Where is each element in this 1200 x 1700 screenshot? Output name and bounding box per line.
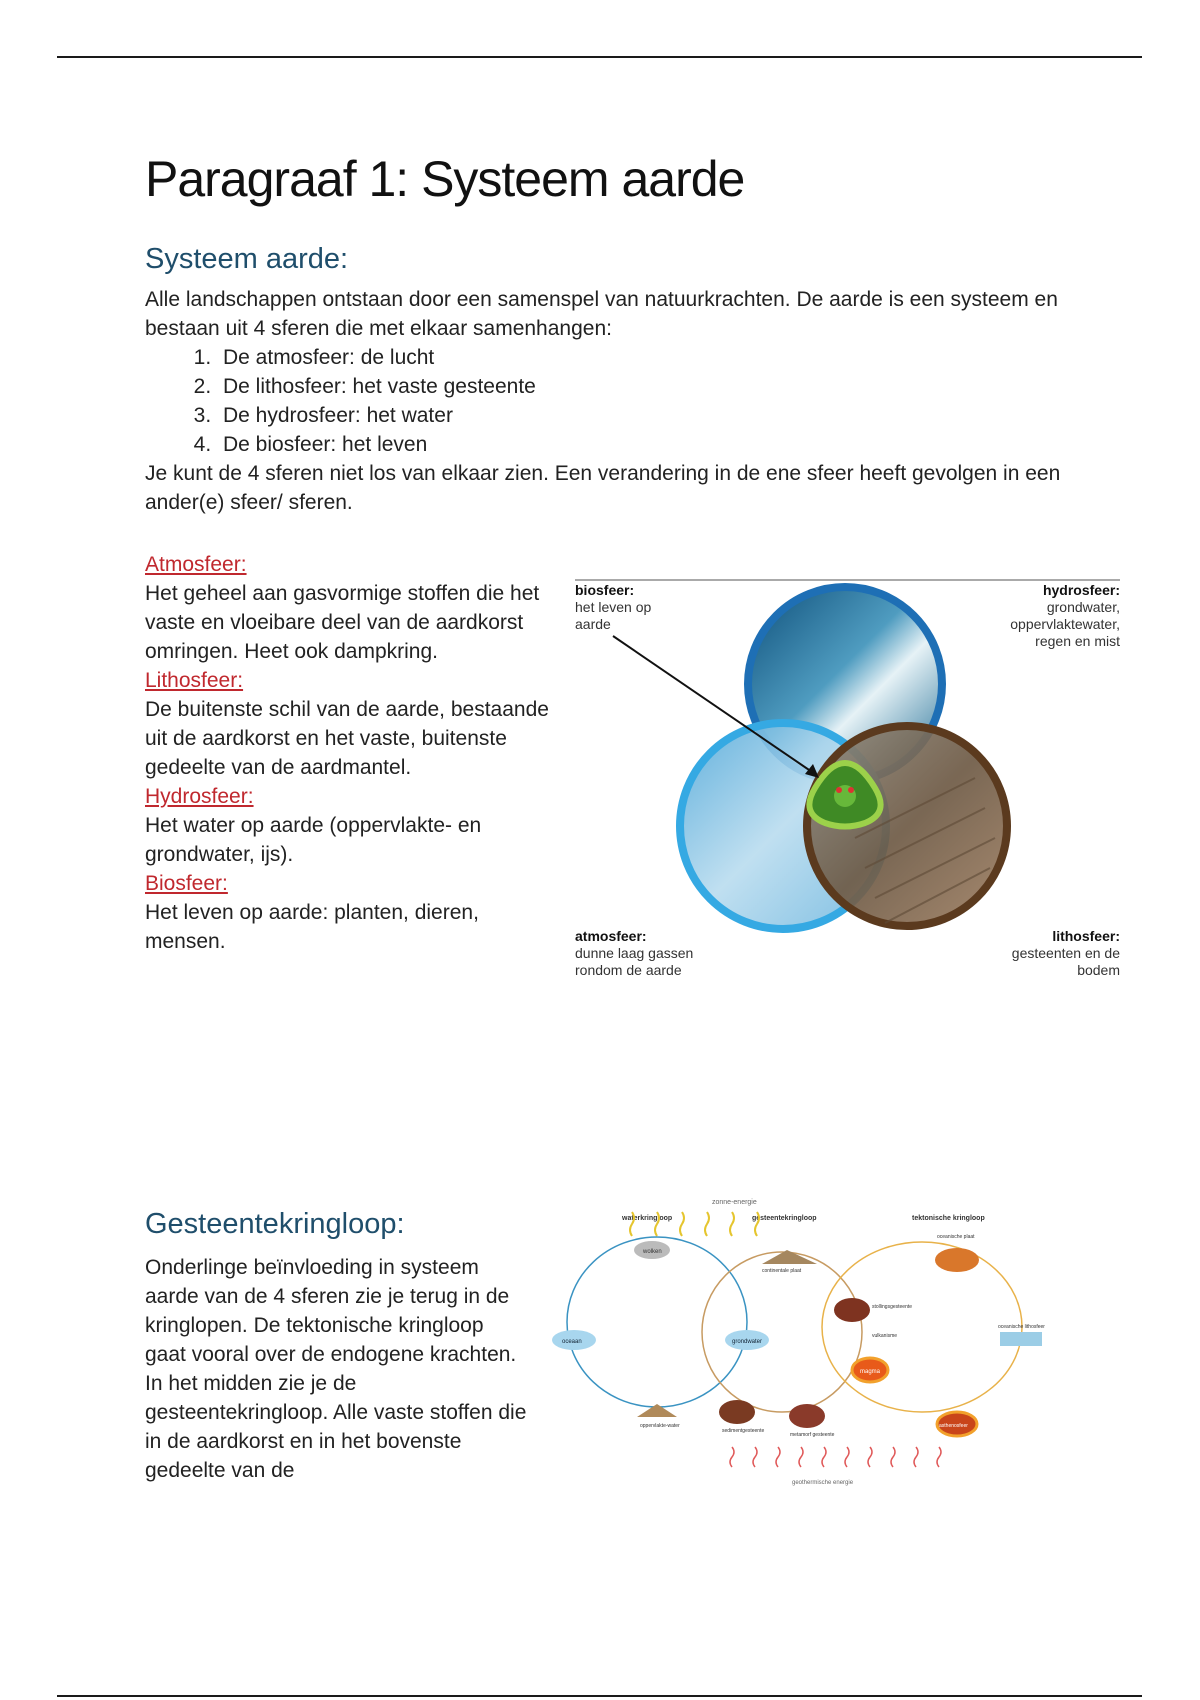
heat-waves	[730, 1447, 941, 1467]
oceanic-plate-node	[935, 1248, 979, 1272]
definition-lithosfeer: De buitenste schil van de aarde, bestaande uit de aardkorst en het vaste, buitenste gedeelte van de aardmantel.	[145, 698, 549, 779]
svg-text:oceanische plaat: oceanische plaat	[937, 1234, 975, 1240]
svg-text:magma: magma	[860, 1369, 881, 1375]
svg-text:oppervlakte-water: oppervlakte-water	[640, 1423, 680, 1429]
list-item: 4. De biosfeer: het leven	[217, 430, 1075, 459]
list-item: 3. De hydrosfeer: het water	[217, 401, 1075, 430]
bottom-label: geothermische energie	[792, 1480, 854, 1486]
list-item: 1. De atmosfeer: de lucht	[217, 343, 1075, 372]
section-heading-systeem-aarde: Systeem aarde:	[145, 243, 349, 275]
cycle-label: gesteentekringloop	[752, 1215, 817, 1222]
header-rule	[57, 56, 1142, 58]
svg-text:metamorf gesteente: metamorf gesteente	[790, 1432, 835, 1438]
oceanic-lithosphere-node	[1000, 1332, 1042, 1346]
svg-text:oceaan: oceaan	[562, 1339, 582, 1345]
section-heading-gesteentekringloop: Gesteentekringloop:	[145, 1208, 405, 1240]
term-definitions	[145, 550, 555, 956]
label-hydrosfeer: hydrosfeer: grondwater, oppervlaktewater, regen en mist	[1010, 582, 1120, 649]
spheres-diagram	[575, 578, 1120, 1008]
top-label: zonne-energie	[712, 1199, 757, 1206]
intro-paragraph: Alle landschappen ontstaan door een samenspel van natuurkrachten. De aarde is een systeem en bestaan uit 4 sferen die met elkaar samenhangen:	[145, 288, 1058, 340]
cycle-label: tektonische kringloop	[912, 1215, 985, 1222]
svg-text:oceanische lithosfeer: oceanische lithosfeer	[998, 1324, 1045, 1330]
rock-cycle-text: Onderlinge beïnvloeding in systeem aarde van de 4 sferen zie je terug in de kringlopen. De tektonische kringloop gaat vooral over de endogene krachten. In het midden zie je de gesteentekringloop. Alle vaste stoffen die in de aardkorst en in het bovenste gedeelte van de	[145, 1256, 527, 1482]
page-title: Paragraaf 1: Systeem aarde	[145, 151, 745, 207]
sediment-rock-node	[719, 1400, 755, 1424]
definition-hydrosfeer: Het water op aarde (oppervlakte- en grondwater, ijs).	[145, 814, 482, 866]
list-item: 2. De lithosfeer: het vaste gesteente	[217, 372, 1075, 401]
outro-paragraph: Je kunt de 4 sferen niet los van elkaar zien. Een verandering in de ene sfeer heeft gevolgen in een ander(e) sfeer/ sferen.	[145, 462, 1061, 514]
cycle-label: waterkringloop	[622, 1215, 673, 1222]
label-atmosfeer: atmosfeer: dunne laag gassen rondom de aarde	[575, 928, 694, 978]
metamorphic-rock-node	[789, 1404, 825, 1428]
svg-text:stollingsgesteente: stollingsgesteente	[872, 1304, 913, 1310]
svg-text:wolken: wolken	[643, 1249, 662, 1255]
term-biosfeer: Biosfeer:	[145, 872, 228, 895]
footer-rule	[57, 1695, 1142, 1697]
rock-cycle-diagram	[552, 1192, 1072, 1492]
term-hydrosfeer: Hydrosfeer:	[145, 785, 254, 808]
term-atmosfeer: Atmosfeer:	[145, 553, 247, 576]
svg-text:sedimentgesteente: sedimentgesteente	[722, 1428, 765, 1434]
definition-atmosfeer: Het geheel aan gasvormige stoffen die het vaste en vloeibare deel van de aardkorst omringen. Heet ook dampkring.	[145, 582, 540, 663]
spheres-list	[145, 343, 1075, 459]
svg-text:vulkanisme: vulkanisme	[872, 1333, 898, 1339]
rock-cycle-illustration	[552, 1192, 1072, 1492]
igneous-rock-node	[834, 1298, 870, 1322]
definition-biosfeer: Het leven op aarde: planten, dieren, mensen.	[145, 901, 479, 953]
svg-text:continentale plaat: continentale plaat	[762, 1268, 802, 1274]
intro-text	[145, 285, 1075, 517]
svg-text:grondwater: grondwater	[732, 1339, 763, 1345]
label-lithosfeer: lithosfeer: gesteenten en de bodem	[1011, 928, 1120, 978]
term-lithosfeer: Lithosfeer:	[145, 669, 244, 692]
svg-text:asthenosfeer: asthenosfeer	[939, 1423, 968, 1429]
label-biosfeer: biosfeer: het leven op aarde	[575, 582, 652, 632]
